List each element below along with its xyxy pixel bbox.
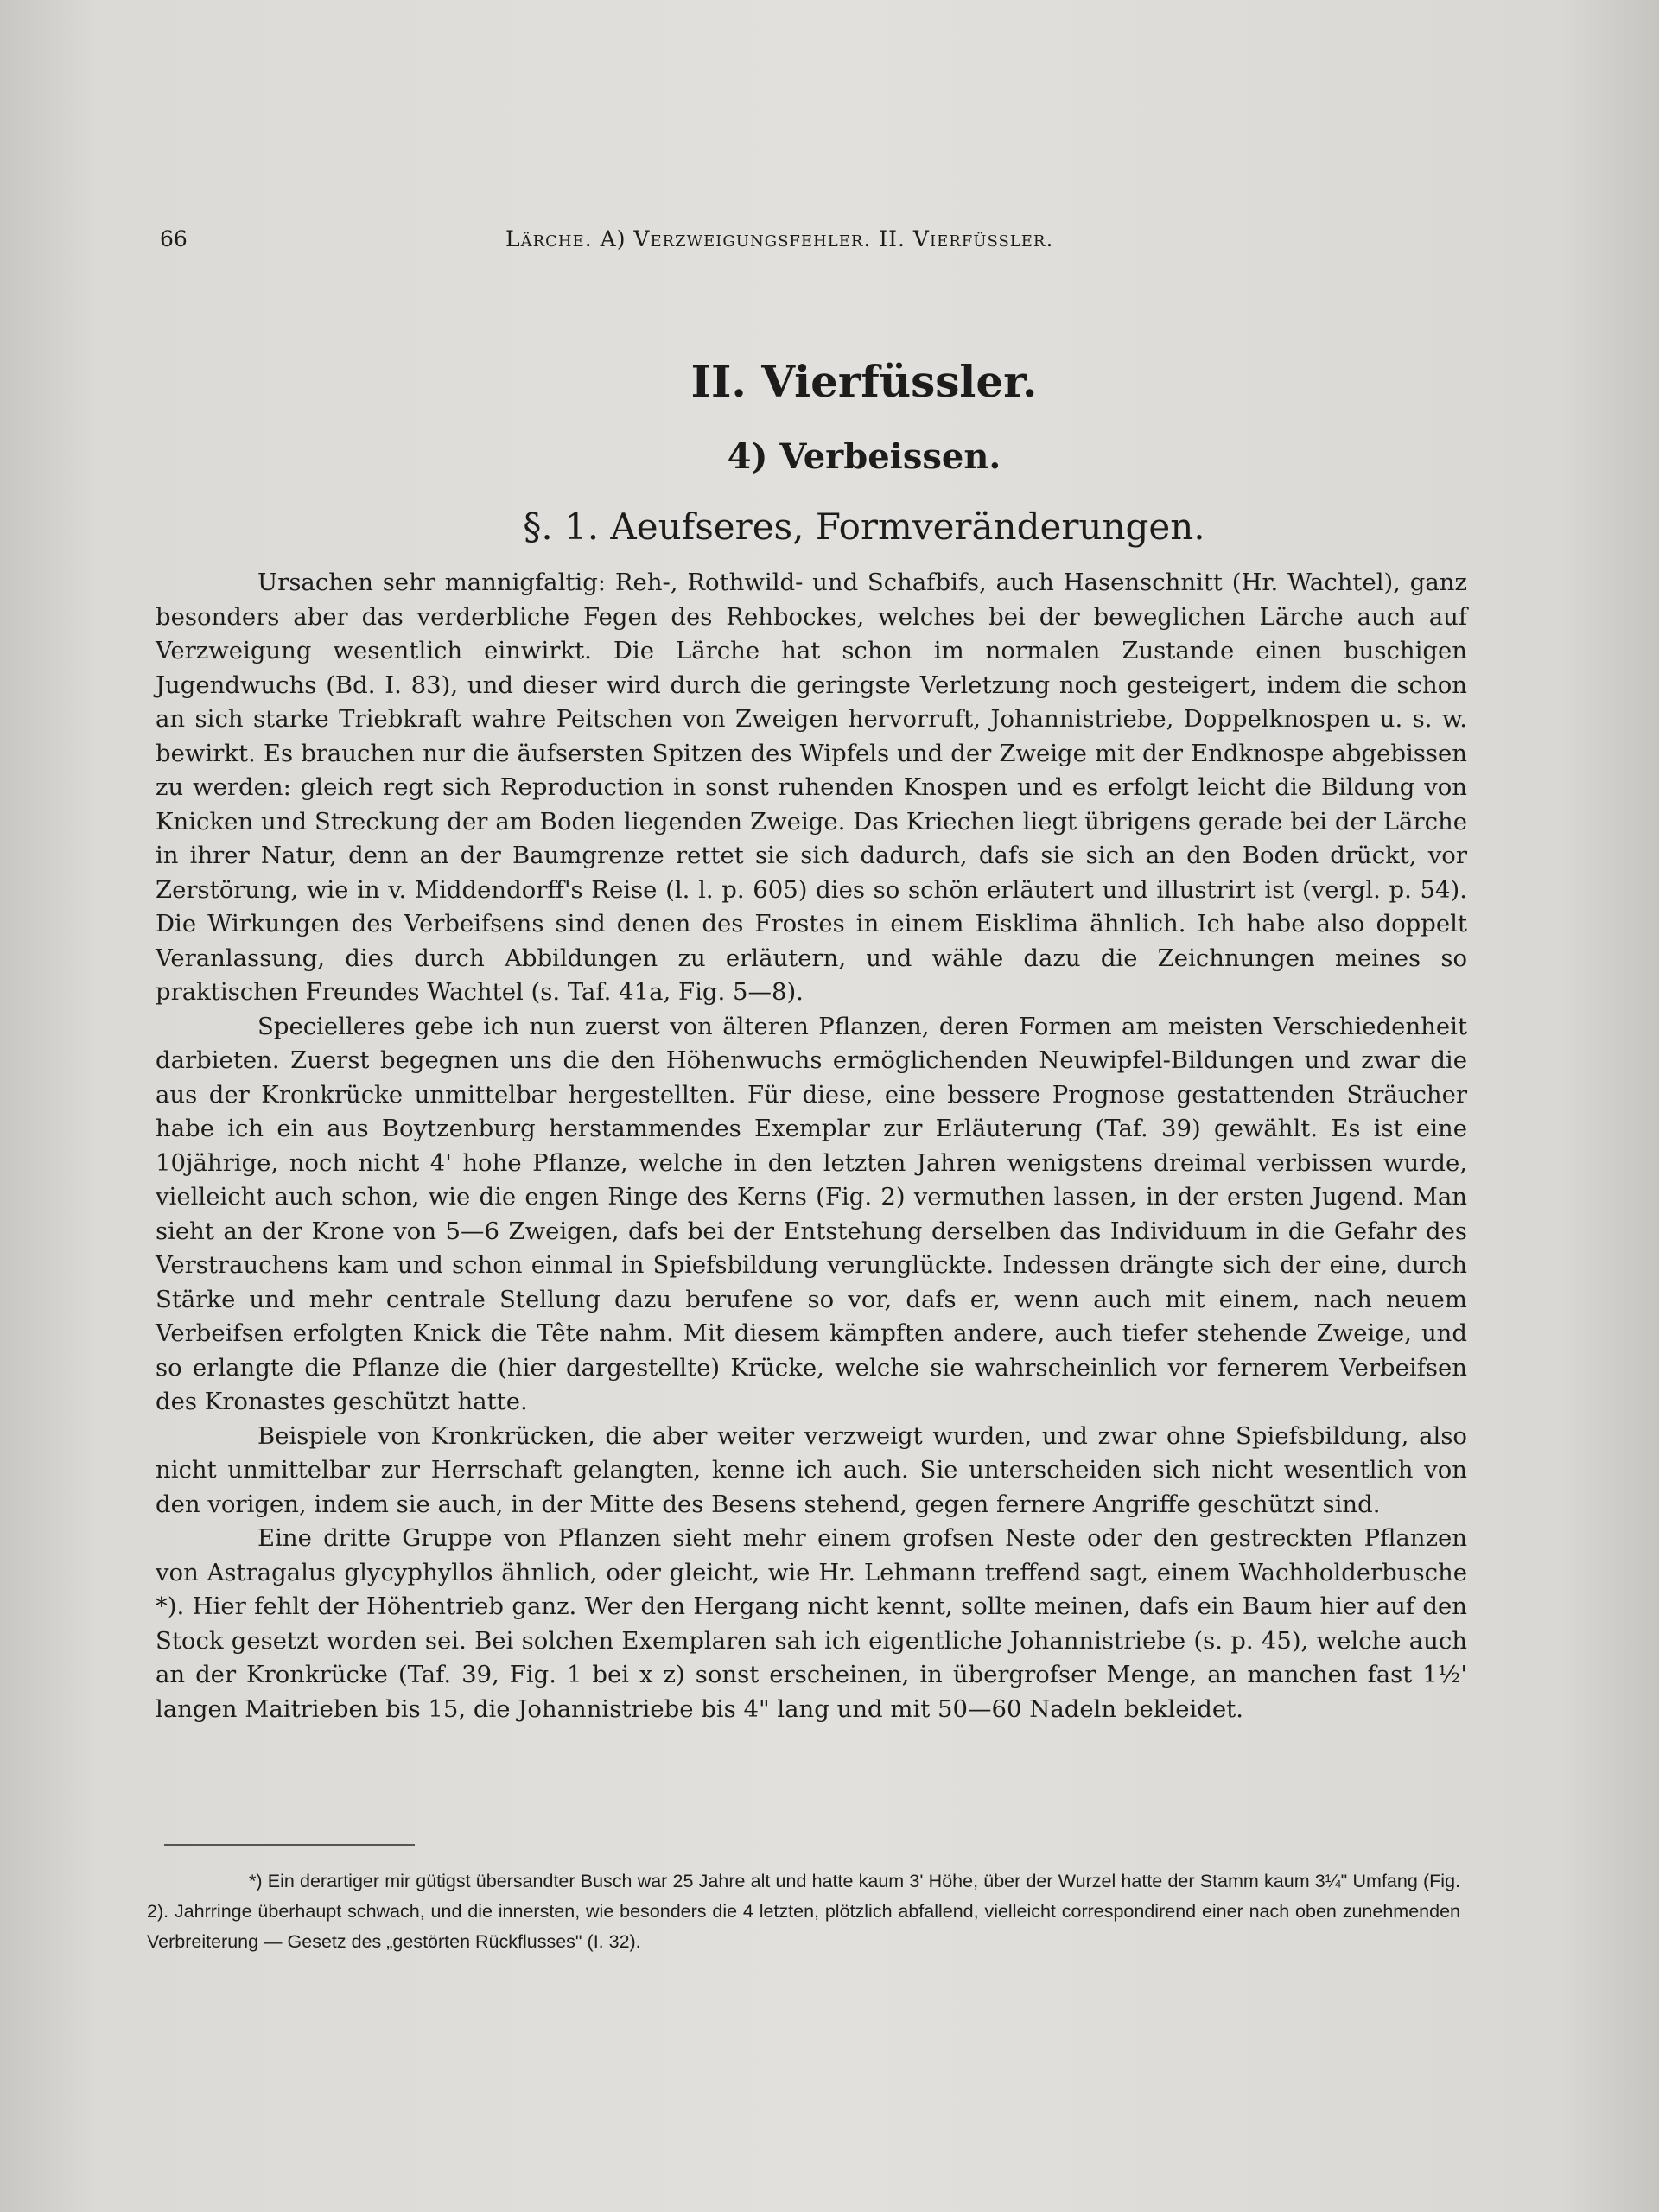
paragraph-2: Specielleres gebe ich nun zuerst von älteren Pflanzen, deren Formen am meisten Verschiedenheit darbieten. Zuerst begegnen uns die den Höhenwuchs ermöglichenden Neuwipfel-Bildungen und zwar die aus der Kronkrücke unmittelbar hergestellten. Für diese, eine bessere Prognose gestattenden Sträucher habe ich ein aus Boytzenburg herstammendes Exemplar zur Erläuterung (Taf. 39) gewählt. Es ist eine 10jährige, noch nicht 4' hohe Pflanze, welche in den letzten Jahren wenigstens dreimal verbissen wurde, vielleicht auch schon, wie die engen Ringe des Kerns (Fig. 2) vermuthen lassen, in der ersten Jugend. Man sieht an der Krone von 5—6 Zweigen, dafs bei der Entstehung derselben das Individuum in die Gefahr des Verstrauchens kam und schon einmal in Spiefsbildung verunglückte. Indessen drängte sich der eine, durch Stärke und mehr centrale Stellung dazu berufene so vor, dafs er, wenn auch mit einem, nach neuem Verbeifsen erfolgten Knick die Tête nahm. Mit diesem kämpften andere, auch tiefer stehende Zweige, und so erlangte die Pflanze die (hier dargestellte) Krücke, welche sie wahrscheinlich vor fernerem Verbeifsen des Kronastes geschützt hatte. [156,1012,1467,1415]
running-title: Lärche. A) Verzweigungsfehler. II. Vierfüssler. [505,226,1054,251]
chapter-heading: II. Vierfüssler. [690,356,1038,407]
footnote [147,1866,1460,1957]
footnote-text: *) Ein derartiger mir gütigst übersandter Busch war 25 Jahre alt und hatte kaum 3' Höhe, über der Wurzel hatte der Stamm kaum 3¼" Umfang (Fig. 2). Jahrringe überhaupt schwach, und die innersten, wie besonders die 4 letzten, plötzlich abfallend, vielleicht correspondirend einer nach oben zunehmenden Verbreiterung — Gesetz des „gestörten Rückflusses" (I. 32). [147,1871,1460,1952]
page-number: 66 [160,226,188,251]
paragraph-3: Beispiele von Kronkrücken, die aber weiter verzweigt wurden, und zwar ohne Spiefsbildung, also nicht unmittelbar zur Herrschaft gelangten, kenne ich auch. Sie unterscheiden sich nicht wesentlich von den vorigen, indem sie auch, in der Mitte des Besens stehend, gegen fernere Angriffe geschützt sind. [156,1421,1467,1518]
paragraph-4: Eine dritte Gruppe von Pflanzen sieht mehr einem grofsen Neste oder den gestreckten Pflanzen von Astragalus glycyphyllos ähnlich, oder gleicht, wie Hr. Lehmann treffend sagt, einem Wachholderbusche *). Hier fehlt der Höhentrieb ganz. Wer den Hergang nicht kennt, sollte meinen, dafs ein Baum hier auf den Stock gesetzt worden sei. Bei solchen Exemplaren sah ich eigentliche Johannistriebe (s. p. 45), welche auch an der Kronkrücke (Taf. 39, Fig. 1 bei x z) sonst erscheinen, in übergrofser Menge, an manchen fast 1½' langen Maitrieben bis 15, die Johannistriebe bis 4" lang und mit 50—60 Nadeln bekleidet. [156,1524,1467,1723]
footnote-rule [164,1844,415,1846]
paragraph-1: Ursachen sehr mannigfaltig: Reh-, Rothwild- und Schafbifs, auch Hasenschnitt (Hr. Wachtel), ganz besonders aber das verderbliche Fegen des Rehbockes, welches bei der beweglichen Lärche auch auf Verzweigung wesentlich einwirkt. Die Lärche hat schon im normalen Zustande einen buschigen Jugendwuchs (Bd. I. 83), und dieser wird durch die geringste Verletzung noch gesteigert, indem die schon an sich starke Triebkraft wahre Peitschen von Zweigen hervorruft, Johannistriebe, Doppelknospen u. s. w. bewirkt. Es brauchen nur die äufsersten Spitzen des Wipfels und der Zweige mit der Endknospe abgebissen zu werden: gleich regt sich Reproduction in sonst ruhenden Knospen und es erfolgt leicht die Bildung von Knicken und Streckung der am Boden liegenden Zweige. Das Kriechen liegt übrigens gerade bei der Lärche in ihrer Natur, denn an der Baumgrenze rettet sie sich dadurch, dafs sie sich an den Boden drückt, vor Zerstörung, wie in v. Middendorff's Reise (l. l. p. 605) dies so schön erläutert und illustrirt ist (vergl. p. 54). Die Wirkungen des Verbeifsens sind denen des Frostes in einem Eisklima ähnlich. Ich habe also doppelt Veranlassung, dies durch Abbildungen zu erläutern, und wähle dazu die Zeichnungen meines so praktischen Freundes Wachtel (s. Taf. 41a, Fig. 5—8). [156,569,1467,1006]
page-header [160,226,1473,261]
body-text [156,566,1467,1726]
subsection-heading: §. 1. Aeufseres, Formveränderungen. [523,505,1205,548]
section-heading: 4) Verbeissen. [727,436,1001,477]
